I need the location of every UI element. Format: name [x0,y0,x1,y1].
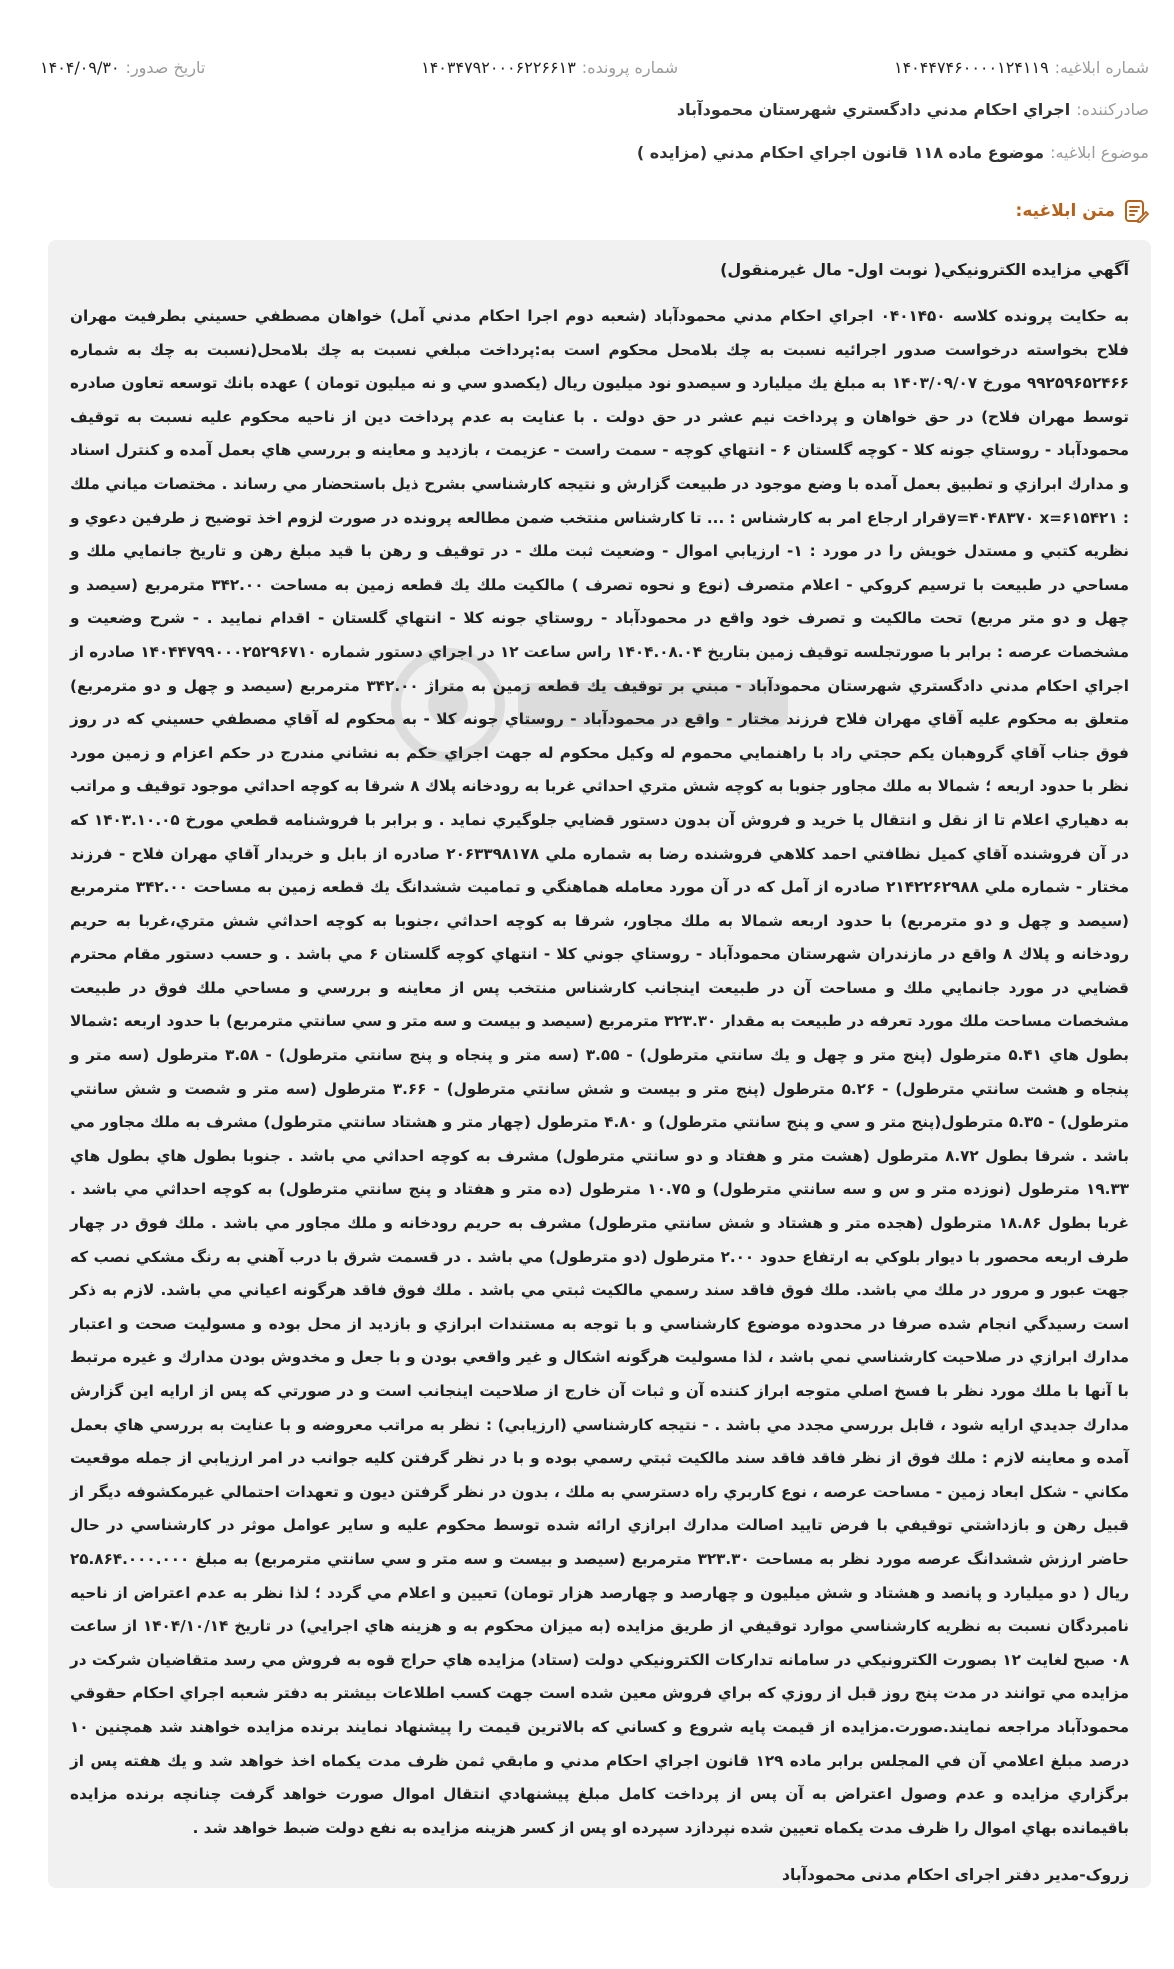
document-edit-icon [1123,198,1149,224]
notice-text-title: متن ابلاغیه: [1015,201,1115,221]
subject-label: موضوع ابلاغیه: [1050,143,1149,162]
issue-date-label: تاریخ صدور: [125,58,206,77]
subject-row [40,143,1149,162]
subject-value: موضوع ماده ۱۱۸ قانون اجراي احكام مدني (مزايده ) [636,143,1045,162]
notice-body: به حكايت پرونده كلاسه ۰۴۰۱۴۵۰ اجراي احكام مدني محمودآباد (شعبه دوم اجرا احكام مدني آمل) خواهان مصطفي حسيني بطرفيت مهران فلاح بخواسته درخواست صدور اجرائيه نسبت به چك بلامحل محكوم است به:پرداخت مبلغي نسبت به چك بلامحل(نسبت به چك به شماره ۹۹۲۵۹۶۵۲۴۶۶ مورخ ۱۴۰۳/۰۹/۰۷ به مبلغ يك ميليارد و سيصدو نود ميليون ريال (يكصدو سي و نه ميليون تومان ) عهده بانك توسعه تعاون صادره توسط مهران فلاح) در حق خواهان و پرداخت نيم عشر در حق دولت . با عنايت به عدم پرداخت دين از ناحيه محكوم عليه نسبت به توقيف محمودآباد - روستاي جونه كلا - كوچه گلستان ۶ - انتهاي كوچه - سمت راست - عزيمت ، بازديد و معاينه و بررسي هاي بعمل آمده و كنترل اسناد و مدارك ابرازي و تطبيق بعمل آمده با وضع موجود در طبيعت گزارش و نتيجه كارشناسي بشرح ذيل باستحضار مي رساند . مختصات مياني ملك : y=۴۰۴۸۳۷۰ x=۶۱۵۴۲۱قرار ارجاع امر به كارشناس : ... تا كارشناس منتخب ضمن مطالعه پرونده در صورت لزوم اخذ توضيح ز طرفين دعوي و نظريه كتبي و مستدل خويش را در مورد : ۱- ارزيابي اموال - وضعيت ثبت ملك - در توقيف و رهن با قيد مبلغ رهن و تاريخ جانمايي ملك و مساحي در طبيعت با ترسيم كروكي - اعلام متصرف (نوع و نحوه تصرف ) مالكيت ملك يك قطعه زمين به مساحت ۳۴۲.۰۰ مترمربع (سيصد و چهل و دو متر مربع) تحت مالكيت و تصرف خود واقع در محمودآباد - روستاي جونه كلا - انتهاي گلستان - اقدام نماييد . - شرح وضعيت و مشخصات عرصه : برابر با صورتجلسه توقيف زمين بتاريخ ۱۴۰۴.۰۸.۰۴ راس ساعت ۱۲ در اجراي دستور شماره ۱۴۰۴۴۷۹۹۰۰۰۲۵۲۹۶۷۱۰ صادره از اجراي احكام مدني دادگستري شهرستان محمودآباد - مبني بر توقيف يك قطعه زمين به متراژ ۳۴۲.۰۰ مترمربع (سيصد و چهل و دو مترمربع) متعلق به محكوم عليه آقاي مهران فلاح فرزند مختار - واقع در محمودآباد - روستاي جونه كلا - به محكوم له آقاي مصطفي حسيني كه در روز فوق جناب آقاي گروهبان يكم حجتي راد با راهنمايي محموم له وكيل محكوم له جهت اجراي حكم به نشاني مندرج در حكم اعزام و زمين مورد نظر با حدود اربعه ؛ شمالا به ملك مجاور جنوبا به كوچه شش متري احداثي غربا به رودخانه پلاك ۸ شرقا به كوچه احداثي موجود توقيف و مراتب به دهياري اعلام تا از نقل و انتقال يا خريد و فروش آن بدون دستور قضايي جلوگيري نمايد . و برابر با فروشنامه قطعي مورخ ۱۴۰۳.۱۰.۰۵ كه در آن فروشنده آقاي كميل نظافتي احمد كلاهي فروشنده رضا به شماره ملي ۲۰۶۳۳۹۸۱۷۸ صادره از بابل و خريدار آقاي مهران فلاح - فرزند مختار - شماره ملي ۲۱۴۲۲۶۲۹۸۸ صادره از آمل كه در آن مورد معامله هماهنگي و تماميت ششدانگ يك قطعه زمين به مساحت ۳۴۲.۰۰ مترمربع (سيصد و چهل و دو مترمربع) با حدود اربعه شمالا به ملك مجاور، شرقا به كوچه احداثي ،جنوبا به كوچه احداثي شش متري،غربا به حريم رودخانه و پلاك ۸ واقع در مازندران شهرستان محمودآباد - روستاي جوني كلا - انتهاي كوچه گلستان ۶ مي باشد . و حسب دستور مقام محترم قضايي در مورد جانمايي ملك و مساحت آن در طبيعت اينجانب كارشناس منتخب پس از معاينه و بررسي و مساحي ملك فوق در طبيعت مشخصات مساحت ملك مورد تعرفه در طبيعت به مقدار ۳۲۳.۳۰ مترمربع (سيصد و بيست و سه متر و سي سانتي مترمربع) با حدود اربعه :شمالا بطول هاي ۵.۴۱ مترطول (پنج متر و چهل و يك سانتي مترطول) - ۳.۵۵ (سه متر و پنجاه و پنج سانتي مترطول) - ۳.۵۸ مترطول (سه متر و پنجاه و هشت سانتي مترطول) - ۵.۲۶ مترطول (پنج متر و بيست و شش سانتي مترطول) - ۳.۶۶ مترطول (سه متر و شصت و شش سانتي مترطول) - ۵.۳۵ مترطول(پنج متر و سي و پنج سانتي مترطول) و ۴.۸۰ مترطول (چهار متر و هشتاد سانتي مترطول) مشرف به ملك مجاور مي باشد . شرقا بطول ۸.۷۲ مترطول (هشت متر و هفتاد و دو سانتي مترطول) مشرف به كوچه احداثي مي باشد . جنوبا بطول هاي بطول هاي ۱۹.۳۳ مترطول (نوزده متر و س و سه سانتي مترطول) و ۱۰.۷۵ مترطول (ده متر و هفتاد و پنج سانتي مترطول) به كوچه احداثي مي باشد . غربا بطول ۱۸.۸۶ مترطول (هجده متر و هشتاد و شش سانتي مترطول) مشرف به حريم رودخانه و ملك مجاور مي باشد . ملك فوق در چهار طرف اربعه محصور با ديوار بلوكي به ارتفاع حدود ۲.۰۰ مترطول (دو مترطول) مي باشد . در قسمت شرق با درب آهني به رنگ مشكي نصب كه جهت عبور و مرور در ملك مي باشد. ملك فوق فاقد سند رسمي مالكيت ثبتي مي باشد . ملك فوق فاقد هرگونه اعياني مي باشد. لازم به ذكر است رسيدگي انجام شده صرفا در محدوده موضوع كارشناسي و با توجه به مستندات ابرازي و بازديد از محل بوده و مسوليت صحت و اعتبار مدارك ابرازي در صلاحيت كارشناسي نمي باشد ، لذا مسوليت هرگونه اشكال و غير واقعي بودن و با جعل و مخدوش بودن مدارك و غيره مرتبط با آنها با ملك مورد نظر با فسخ اصلي متوجه ابراز كننده آن و ثبات آن خارج از صلاحيت اينجانب است و در صورتي كه پس از ارايه اين گزارش مدارك جديدي ارايه شود ، قابل بررسي مجدد مي باشد . - نتيجه كارشناسي (ارزيابي) : نظر به مراتب معروضه و با عنايت به بررسي هاي بعمل آمده و معاينه لازم : ملك فوق از نظر فاقد فاقد سند مالكيت ثبتي رسمي بوده و با در نظر گرفتن كليه جوانب در امر ارزيابي از جمله موقعيت مكاني - شكل ابعاد زمين - مساحت عرصه ، نوع كاربري راه دسترسي به ملك ، بدون در نظر گرفتن ديون و تعهدات احتمالي غيرمكشوفه ديگر از قبيل رهن و بازداشتي توقيفي با فرض تاييد اصالت مدارك ابرازي ارائه شده توسط محكوم عليه و ساير عوامل موثر در كارشناسي در حال حاضر ارزش ششدانگ عرصه مورد نظر به مساحت ۳۲۳.۳۰ مترمربع (سيصد و بيست و سه متر و سي سانتي مترمربع) به مبلغ ۲۵.۸۶۴.۰۰۰.۰۰۰ ريال ( دو ميليارد و پانصد و هشتاد و شش ميليون و چهارصد و چهارصد هزار تومان) تعيين و اعلام مي گردد ؛ لذا نظر به عدم اعتراض از ناحيه نامبردگان نسبت به نظريه كارشناسي موارد توقيفي از طريق مزايده (به ميزان محكوم به و هزينه هاي اجرايي) در تاريخ ۱۴۰۴/۱۰/۱۴ از ساعت ۰۸ صبح لغايت ۱۲ بصورت الكترونيكي در سامانه تداركات الكترونيكي دولت (ستاد) مزايده هاي حراج قوه به فروش مي رسد متقاضيان شركت در مزايده مي توانند در مدت پنج روز قبل از روزي كه براي فروش معين شده است جهت كسب اطلاعات بيشتر به دفتر شعبه اجراي احكام حقوقي محمودآباد مراجعه نمايند.صورت.مزايده از قيمت پايه شروع و كساني كه بالاترين قيمت را پيشنهاد نمايند برنده مزايده خواهند شد همچنين ۱۰ درصد مبلغ اعلامي آن في المجلس برابر ماده ۱۲۹ قانون اجراي احكام مدني و مابقي ثمن ظرف مدت يكماه اخذ خواهد شد و يك هفته پس از برگزاري مزايده و عدم وصول اعتراض به آن پس از پرداخت كامل مبلغ پيشنهادي انتقال اموال صورت خواهد گرفت چنانچه برنده مزايده باقيمانده بهاي اموال را ظرف مدت يكماه تعيين شده نپردازد سپرده او پس از كسر هزينه مزايده به نفع دولت ضبط خواهد شد . [70,307,1130,1837]
notice-heading: آگهي مزايده الكترونيكي( نوبت اول- مال غيرمنقول) [720,260,1129,279]
case-number-value: ۱۴۰۳۴۷۹۲۰۰۰۶۲۲۶۶۱۳ [421,58,576,77]
notice-text-header [1016,198,1149,224]
issue-date [40,58,205,77]
notice-number [894,58,1149,77]
notice-number-value: ۱۴۰۴۴۷۴۶۰۰۰۰۱۲۴۱۱۹ [893,58,1049,77]
notice-signature: زروک-مدير دفتر اجراى احكام مدنى محمودآباد [782,1866,1129,1885]
case-number [421,58,678,77]
issuer-label: صادرکننده: [1076,100,1149,119]
reference-row [40,58,1149,77]
issuer-row [40,100,1149,119]
issuer-value: اجراي احكام مدني دادگستري شهرستان محمودآباد [676,100,1071,119]
notice-card [48,240,1151,1888]
issue-date-value: ۱۴۰۴/۰۹/۳۰ [40,58,120,77]
notice-number-label: شماره ابلاغیه: [1054,58,1149,77]
case-number-label: شماره پرونده: [581,58,679,77]
